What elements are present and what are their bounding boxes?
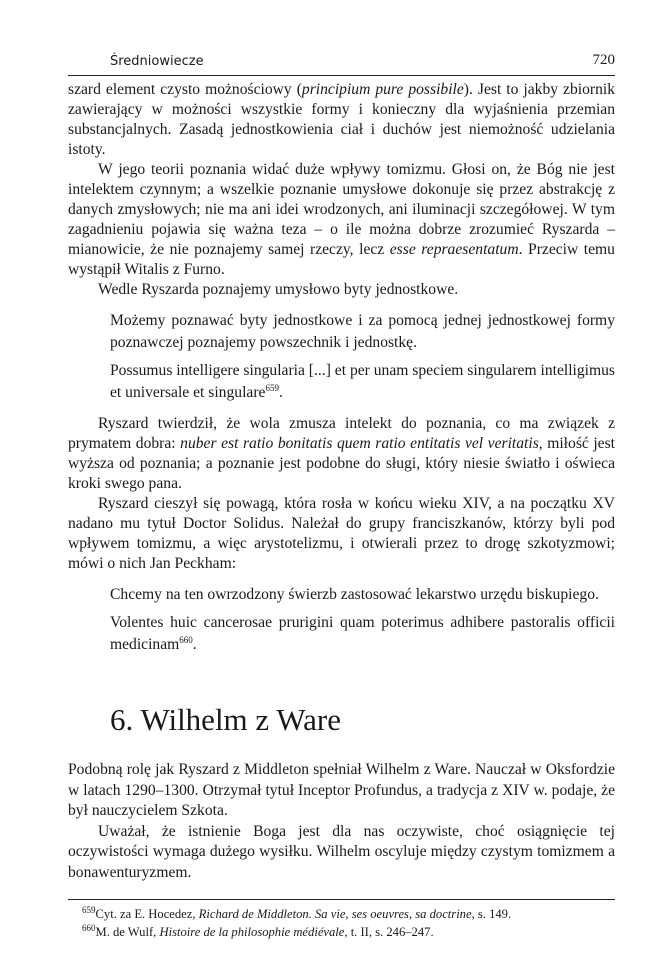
latin-term: esse repraesentatum <box>389 241 519 258</box>
running-title: Średniowiecze <box>110 54 204 69</box>
paragraph: Wedle Ryszarda poznajemy umysłowo byty jednostkowe. <box>98 281 459 298</box>
main-text <box>68 80 615 660</box>
book-page <box>68 0 615 978</box>
footnote-ref: 660 <box>179 634 193 645</box>
footnote-rule <box>68 899 615 900</box>
paragraph: Ryszard twierdził, że wola zmusza intelekt do poznania, co ma związek z prymatem dobra: nuber est ratio bonitatis quem ratio entitatis vel veritatis, miłość jest wyższa od poznania; a poznanie jest podobne do sługi, który niesie światło i oświeca kroki swego pana. <box>68 415 616 492</box>
section-text <box>68 760 615 883</box>
page-number: 720 <box>592 52 615 68</box>
block-quote: Możemy poznawać byty jednostkowe i za pomocą jednej jednostkowej formy poznawczej poznajemy powszechnik i jednostkę. <box>110 312 615 351</box>
paragraph: Podobną rolę jak Ryszard z Middleton spełniał Wilhelm z Ware. Nauczał w Oksfordzie w latach 1290–1300. Otrzymał tytuł Inceptor Profundus, a tradycja z XIV w. podaje, że był nauczycielem Szkota. <box>68 761 615 819</box>
block-quote: Chcemy na ten owrzodzony świerzb zastosować lekarstwo urzędu biskupiego. <box>110 586 599 603</box>
header-rule <box>68 75 615 76</box>
footnote: $^{659}$Cyt. za E. Hocedez, Richard de Middleton. Sa vie, ses oeuvres, sa doctrine, s. 149. <box>82 904 512 921</box>
footnotes <box>82 905 615 941</box>
latin-term: principium pure possibile <box>301 81 464 98</box>
running-head <box>68 52 615 72</box>
footnote-ref: 659 <box>265 382 279 393</box>
section-heading: 6. Wilhelm z Ware <box>110 702 341 737</box>
latin-term: nuber est ratio bonitatis quem ratio entitatis vel veritatis <box>180 435 539 452</box>
block-quote-latin: Volentes huic cancerosae prurigini quam poterimus adhibere pastoralis officii medicinam$^{660}$. <box>110 614 615 653</box>
paragraph: szard element czysto możnościowy (principium pure possibile). Jest to jakby zbiornik zawierający w możności wszystkie formy i konieczny dla wyjaśnienia przemian substancjalnych. Zasadą jednostkowienia ciał i duchów jest niemożność udzielania istoty. <box>68 81 616 158</box>
paragraph: Ryszard cieszył się powagą, która rosła w końcu wieku XIV, a na początku XV nadano mu tytuł Doctor Solidus. Należał do grupy franciszkanów, którzy byli pod wpływem tomizmu, a więc arystotelizmu, i otwierali przez to drogę szkotyzmowi; mówi o nich Jan Peckham: <box>68 495 615 572</box>
paragraph: W jego teorii poznania widać duże wpływy tomizmu. Głosi on, że Bóg nie jest intelektem czynnym; a wszelkie poznanie umysłowe dokonuje się przez abstrakcję z danych zmysłowych; nie ma ani idei wrodzonych, ani iluminacji szczegółowej. W tym zagadnieniu pojawia się ważna teza – o ile można dobrze zrozumieć Ryszarda – mianowicie, że nie poznajemy samej rzeczy, lecz esse repraesentatum. Przeciw temu wystąpił Witalis z Furno. <box>68 161 615 278</box>
block-quote-latin: Possumus intelligere singularia [...] et per unam speciem singularem intelligimus et universale et singulare$^{659}$. <box>110 362 615 401</box>
paragraph: Uważał, że istnienie Boga jest dla nas oczywiste, choć osiągnięcie tej oczywistości wymaga dużego wysiłku. Wilhelm oscyluje między czystym tomizmem a bonawenturyzmem. <box>68 822 615 881</box>
footnote: $^{660}$M. de Wulf, Histoire de la philosophie médiévale, t. II, s. 246–247. <box>82 922 434 939</box>
